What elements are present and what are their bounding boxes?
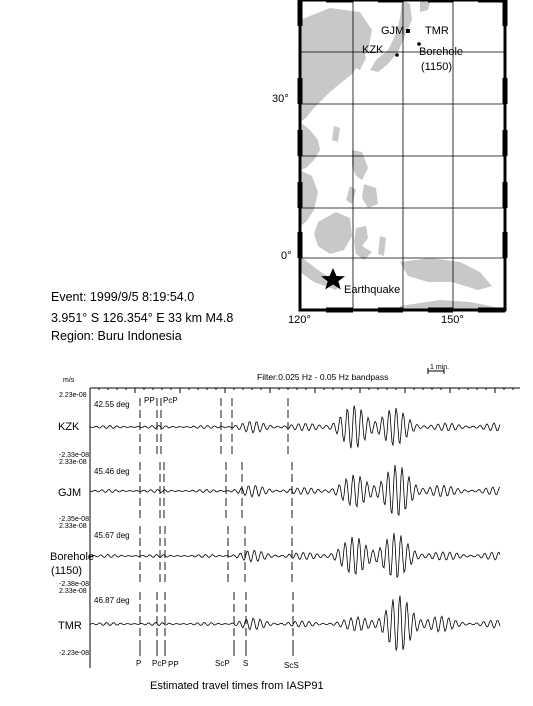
phase-label-scs: ScS: [284, 661, 299, 670]
trace-kzk-distance: 42.55 deg: [94, 400, 130, 409]
trace-gjm-max: 2.33e-08: [59, 459, 87, 466]
phase-label-pp-top: PP: [144, 396, 155, 405]
station-borehole-label: Borehole: [419, 46, 464, 58]
event-location: 3.951° S 126.354° E 33 km M4.8: [51, 311, 234, 325]
station-gjm-label: GJM: [381, 25, 405, 37]
trace-kzk-name: KZK: [58, 421, 80, 433]
waveform-trace: [90, 406, 500, 449]
station-kzk-label: KZK: [362, 44, 384, 56]
trace-borehole-depth: (1150): [51, 565, 82, 577]
phase-label-pcp-top: PcP: [163, 396, 178, 405]
event-region: Region: Buru Indonesia: [51, 329, 182, 343]
trace-gjm-min: -2.35e-08: [59, 516, 89, 523]
phase-label-pcp: PcP: [152, 659, 167, 668]
waveform-trace: [90, 596, 500, 651]
trace-gjm-distance: 45.46 deg: [94, 467, 130, 476]
event-datetime: Event: 1999/9/5 8:19:54.0: [51, 290, 195, 304]
lat-label-30: 30°: [272, 93, 289, 105]
lon-label-120: 120°: [288, 314, 311, 326]
trace-tmr-min: -2.23e-08: [59, 650, 89, 657]
lon-label-150: 150°: [441, 314, 464, 326]
trace-borehole-name: Borehole: [50, 551, 95, 563]
trace-kzk-max: 2.23e-08: [59, 392, 87, 399]
filter-label: Filter:0.025 Hz - 0.05 Hz bandpass: [257, 372, 389, 382]
phase-label-s: S: [243, 659, 249, 668]
trace-borehole-min: -2.38e-08: [59, 581, 89, 588]
trace-kzk-min: -2.33e-08: [59, 452, 89, 459]
station-borehole-depth: (1150): [421, 61, 452, 73]
waveform-trace: [90, 465, 500, 515]
trace-borehole-max: 2.33e-08: [59, 523, 87, 530]
trace-tmr-name: TMR: [58, 620, 82, 632]
station-tmr-label: TMR: [425, 25, 449, 37]
waveform-trace: [90, 533, 500, 577]
trace-tmr-distance: 46.87 deg: [94, 596, 130, 605]
caption: Estimated travel times from IASP91: [150, 680, 324, 692]
units-label: m/s: [63, 377, 75, 384]
earthquake-label: Earthquake: [344, 284, 401, 296]
trace-gjm-name: GJM: [58, 487, 82, 499]
scale-label: 1 min.: [430, 364, 450, 371]
phase-label-p: P: [136, 659, 142, 668]
phase-label-pp: PP: [168, 660, 179, 669]
trace-borehole-distance: 45.67 deg: [94, 531, 130, 540]
lat-label-0: 0°: [281, 250, 292, 262]
trace-tmr-max: 2.33e-08: [59, 588, 87, 595]
phase-label-scp: ScP: [215, 659, 230, 668]
